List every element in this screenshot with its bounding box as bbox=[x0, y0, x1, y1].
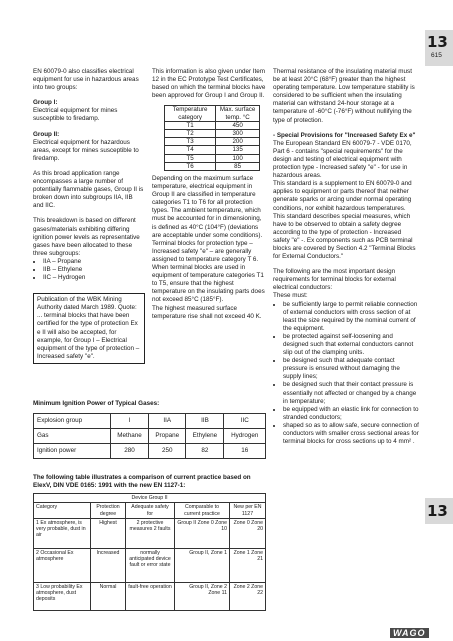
section-tab-lower bbox=[425, 498, 453, 524]
table-cell: T2 bbox=[165, 129, 216, 137]
table-row bbox=[165, 162, 260, 170]
table-cell: IIC bbox=[224, 414, 266, 429]
table-cell: 250 bbox=[149, 444, 186, 459]
table-header: New per EN 1127 bbox=[230, 503, 266, 518]
section-tab bbox=[425, 30, 453, 66]
table-header: Comparable to current practice bbox=[175, 503, 230, 518]
group1-heading: Group I: bbox=[33, 99, 58, 107]
table-cell: Zone 0 Zone 20 bbox=[230, 518, 266, 548]
table-row bbox=[34, 414, 266, 429]
table-cell: Zone 2 Zone 22 bbox=[230, 582, 266, 610]
table-cell: Explosion group bbox=[34, 414, 111, 429]
temperature-table bbox=[164, 105, 260, 171]
table-cell: 450 bbox=[216, 121, 260, 129]
list-item: • IIC – Hydrogen bbox=[43, 274, 145, 282]
table-cell: Hydrogen bbox=[224, 429, 266, 444]
column-1 bbox=[33, 68, 145, 364]
table-cell: Methane bbox=[111, 429, 149, 444]
table-row bbox=[165, 129, 260, 137]
quote-text: Publication of the WBK Mining Authority dated March 1989. Quote: ... terminal blocks that have been certified for the type of protection Ex e II will also be accepted, for example, for Group I – Electrical equipment of the type of protection – Increased safety "e". bbox=[37, 296, 140, 360]
gas-table bbox=[33, 413, 266, 459]
quote-box bbox=[33, 293, 145, 364]
subgroup-list bbox=[33, 258, 145, 282]
table-cell: 200 bbox=[216, 138, 260, 146]
table-cell: T3 bbox=[165, 138, 216, 146]
list-item: • IIB – Ethylene bbox=[43, 266, 145, 274]
must-label: These must: bbox=[273, 292, 308, 300]
table-row bbox=[34, 494, 266, 503]
col3-para3: This standard is a supplement to EN 60079-0 and applies to equipment or parts thereof that neither generate sparks or arcing under normal operating conditions, nor exhibit hazardous temperatures. This standard describes special measures, which have to be observed to obtain a safety degree according to the type of protection - Increased safety "e" -. Ex components such as PCB terminal blocks are covered by Section 4.2 "Terminal Blocks for External Conductors." bbox=[273, 180, 416, 261]
table-cell: T6 bbox=[165, 162, 216, 170]
col1-intro: EN 60079-0 also classifies electrical equipment for use in hazardous areas into two groups: bbox=[33, 68, 139, 92]
table-cell: 2 Occasional Ex atmosphere bbox=[34, 548, 91, 582]
page-number: 615 bbox=[431, 52, 442, 59]
comparison-heading-line2: ElexV, DIN VDE 0165: 1991 with the new EN 1127-1: bbox=[33, 482, 186, 490]
col2-para3: The highest measured surface temperature rise shall not exceed 40 K. bbox=[152, 304, 262, 320]
table-cell: 85 bbox=[216, 162, 260, 170]
comparison-table bbox=[33, 493, 266, 611]
table-cell: Normal bbox=[91, 582, 126, 610]
table-cell: 3 Low probability Ex atmosphere, dust deposits bbox=[34, 582, 91, 610]
breakdown-text: This breakdown is based on different gases/materials exhibiting differing ignition power levels as representative gases have been allocated to these three subgroups: bbox=[33, 217, 140, 257]
list-item: • be designed such that their contact pressure is essentially not affected or changed by a change in temperature; bbox=[283, 381, 419, 405]
list-item: • be protected against self-loosening and designed such that external conductors cannot slip out of the clamping units. bbox=[283, 333, 419, 357]
table-cell: T1 bbox=[165, 121, 216, 129]
col2-para2: Terminal blocks for protection type – Increased safety "e" – are generally assigned to temperature category T 6. When terminal blocks are used in equipment of temperature categories T1 to T5, ensure that the highest temperature on the insulating parts does not exceed 85°C (185°F). bbox=[152, 239, 265, 304]
device-group-header: Device Group II bbox=[34, 494, 266, 503]
table-cell: IIB bbox=[186, 414, 224, 429]
table-cell: 135 bbox=[216, 146, 260, 154]
table-cell: fault-free operation bbox=[126, 582, 175, 610]
table-header: Protection degree bbox=[91, 503, 126, 518]
requirements-list bbox=[273, 301, 419, 447]
table-row bbox=[165, 138, 260, 146]
column-2 bbox=[152, 68, 266, 321]
table-cell: IIA bbox=[149, 414, 186, 429]
table-cell: Increased bbox=[91, 548, 126, 582]
table-row bbox=[34, 503, 266, 518]
special-provisions-heading: - Special Provisions for "Increased Safety Ex e" bbox=[273, 131, 416, 139]
list-item: • IIA – Propane bbox=[43, 258, 145, 266]
table-cell: I bbox=[111, 414, 149, 429]
table-header: Category bbox=[34, 503, 91, 518]
list-item: • be equipped with an elastic link for connection to stranded conductors; bbox=[283, 406, 419, 422]
list-item: • be designed such that adequate contact pressure is ensured without damaging the supply lines; bbox=[283, 357, 419, 381]
col2-para1: Depending on the maximum surface temperature, electrical equipment in Group II are classified in temperature categories T1 to T6 for all protection types. The ambient temperature, which must be accounted for in dimensioning, is defined as 40°C (104°F) (deviations are acceptable under some conditions). bbox=[152, 175, 263, 239]
table-cell: 82 bbox=[186, 444, 224, 459]
table-row bbox=[34, 444, 266, 459]
wago-logo: WAGO bbox=[390, 628, 429, 638]
gas-section bbox=[33, 400, 266, 459]
column-3 bbox=[273, 68, 419, 446]
group2-heading: Group II: bbox=[33, 130, 60, 138]
list-item: • be sufficiently large to permit reliable connection of external conductors with cross section of at least the size required by the nominal current of the equipment. bbox=[283, 301, 419, 333]
table-cell: normally anticipated device fault or error state bbox=[126, 548, 175, 582]
col3-para1: Thermal resistance of the insulating material must be at least 20°C (68°F) greater than the highest operating temperature. Low temperature stability is considered to be sufficient when the insulating material can withstand 24-hour storage at a temperature of -60°C (-76°F) without nullifying the type of protection. bbox=[273, 68, 415, 124]
table-cell: Zone 1 Zone 21 bbox=[230, 548, 266, 582]
table-row bbox=[165, 146, 260, 154]
table-cell: Ignition power bbox=[34, 444, 111, 459]
table-row bbox=[34, 582, 266, 610]
table-row bbox=[34, 518, 266, 548]
table-cell: 100 bbox=[216, 154, 260, 162]
table-cell: 280 bbox=[111, 444, 149, 459]
table-cell: Group II, Zone 2 Zone 11 bbox=[175, 582, 230, 610]
table-row bbox=[165, 121, 260, 129]
table-cell: 2 protective measures 2 faults bbox=[126, 518, 175, 548]
table-row bbox=[34, 429, 266, 444]
gas-heading: Minimum Ignition Power of Typical Gases: bbox=[33, 400, 160, 407]
broad-text: As this broad application range encompasses a large number of potentially flammable gases, Group II is broken down into subgroups IIA, IIB and IIC. bbox=[33, 169, 144, 210]
table-cell: Ethylene bbox=[186, 429, 224, 444]
comparison-section bbox=[33, 474, 266, 611]
table-cell: T4 bbox=[165, 146, 216, 154]
col3-para2: The European Standard EN 60079-7 - VDE 0170, Part 6 - contains "special requirements" for the design and testing of electrical equipment with protection type - Increased safety "e" - for use in hazardous areas. bbox=[273, 139, 412, 180]
table-row bbox=[34, 548, 266, 582]
table-cell: 300 bbox=[216, 129, 260, 137]
section-number-lower: 13 bbox=[427, 502, 448, 520]
table-row bbox=[165, 154, 260, 162]
temp-header-max: Max. surface temp. °C bbox=[216, 106, 260, 121]
table-cell: T5 bbox=[165, 154, 216, 162]
table-cell: Highest bbox=[91, 518, 126, 548]
table-cell: Group II Zone 0 Zone 10 bbox=[175, 518, 230, 548]
col2-intro: This information is also given under Item 12 in the EC Prototype Test Certificates, based on which the terminal blocks have been approved for Group I and Group II. bbox=[152, 68, 266, 100]
table-cell: Propane bbox=[149, 429, 186, 444]
comparison-heading-line1: The following table illustrates a comparison of current practice based on bbox=[33, 474, 251, 481]
temp-header-category: Temperature category bbox=[165, 106, 216, 121]
group1-text: Electrical equipment for mines susceptible to firedamp. bbox=[33, 107, 118, 123]
section-number: 13 bbox=[427, 33, 448, 51]
col3-para4: The following are the most important design requirements for terminal blocks for external electrical conductors: bbox=[273, 268, 396, 292]
table-cell: 1 Ex atmosphere, is very probable, dust in air bbox=[34, 518, 91, 548]
table-cell: Gas bbox=[34, 429, 111, 444]
table-cell: 16 bbox=[224, 444, 266, 459]
list-item: • shaped so as to allow safe, secure connection of conductors with smaller cross sectional areas for terminal blocks for cross sections up to 4 mm² . bbox=[283, 422, 419, 446]
group2-text: Electrical equipment for hazardous areas, except for mines susceptible to firedamp. bbox=[33, 138, 139, 162]
table-header: Adequate safety for bbox=[126, 503, 175, 518]
table-cell: Group II, Zone 1 bbox=[175, 548, 230, 582]
